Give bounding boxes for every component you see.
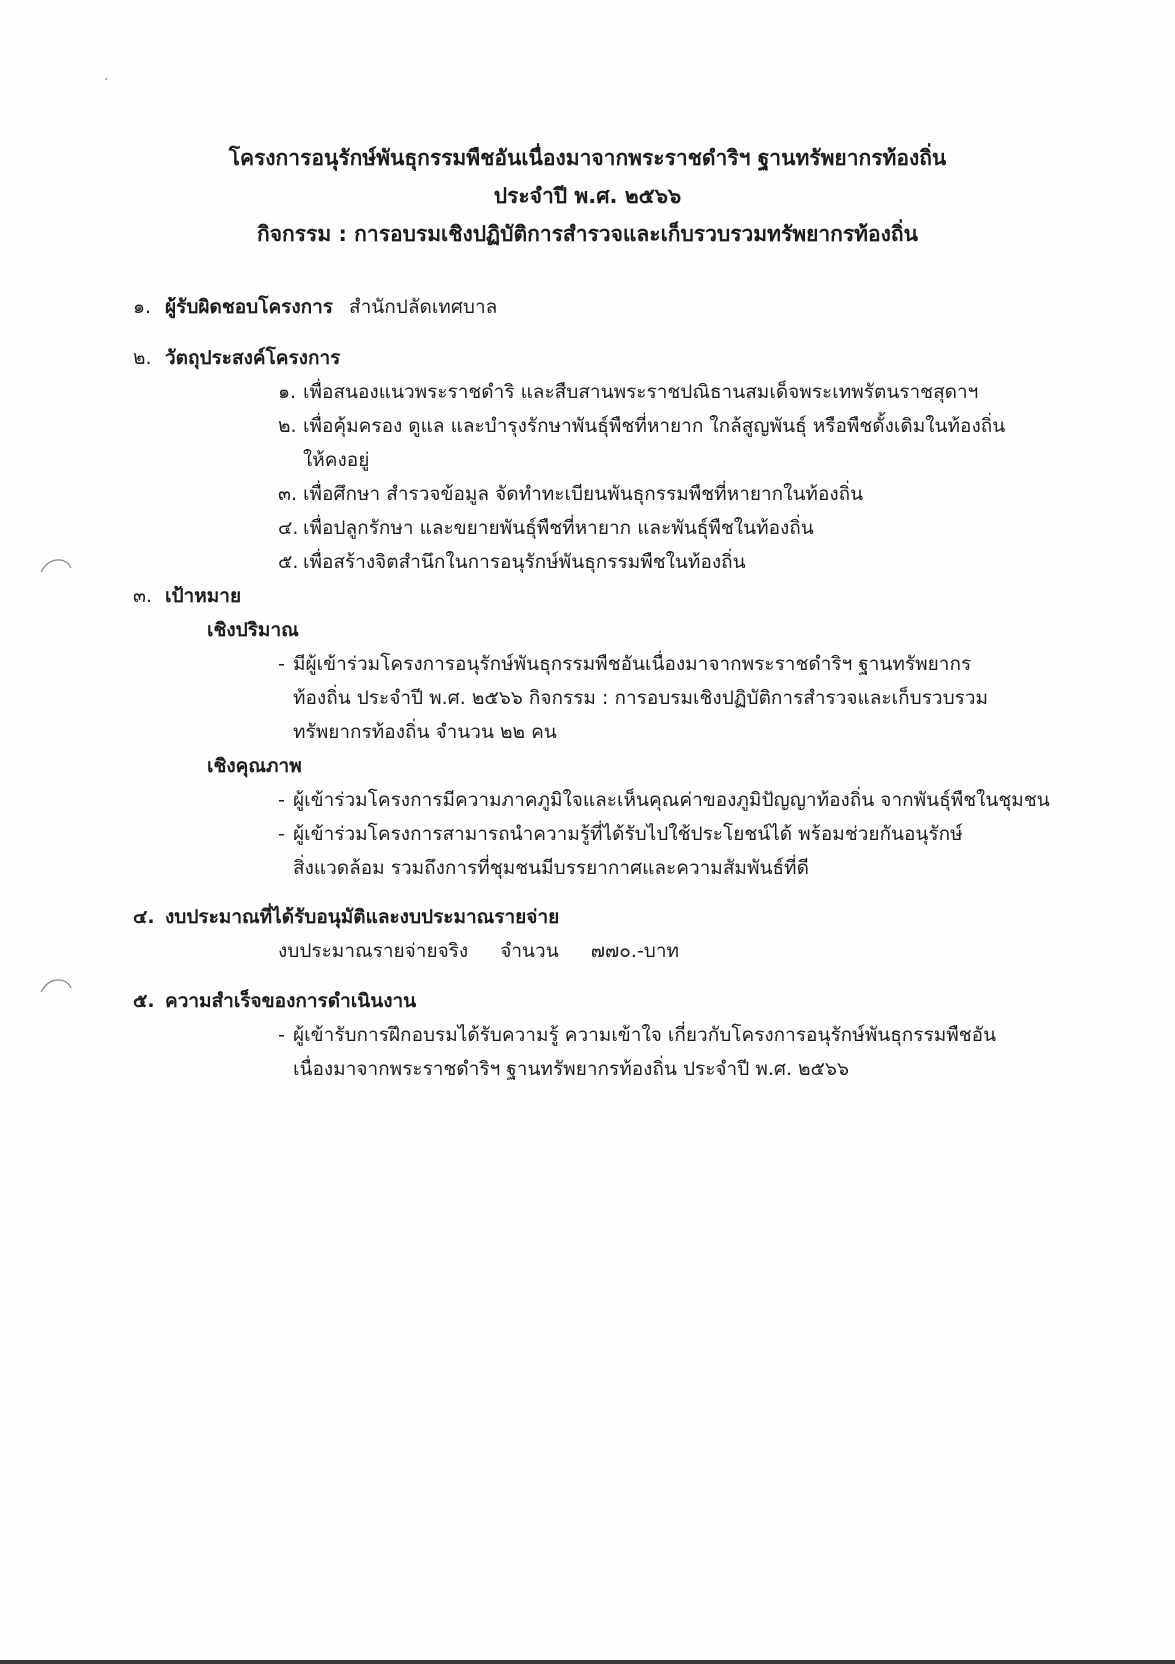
bullet-dash: -: [278, 653, 285, 675]
section-objectives: [133, 341, 1115, 579]
document-body: [133, 290, 1115, 1086]
objective-item: [278, 375, 1115, 409]
bullet-line-continuation: ทรัพยากรท้องถิ่น จำนวน ๒๒ คน: [293, 721, 557, 743]
document-title: [40, 139, 1135, 253]
bullet-line: ผู้เข้าร่วมโครงการสามารถนำความรู้ที่ได้รับไปใช้ประโยชน์ได้ พร้อมช่วยกันอนุรักษ์: [293, 823, 963, 845]
objective-number: ๕.: [278, 551, 299, 573]
section-heading-row: [133, 290, 1115, 324]
objective-number: ๓.: [278, 483, 298, 505]
qualitative-bullet: [278, 783, 1115, 817]
budget-amount: ๗๗๐.-บาท: [590, 940, 680, 962]
objective-line: เพื่อปลูกรักษา และขยายพันธุ์พืชที่หายาก และพันธุ์พืชในท้องถิ่น: [303, 517, 814, 539]
bullet-line-continuation: สิ่งแวดล้อม รวมถึงการที่ชุมชนมีบรรยากาศและความสัมพันธ์ที่ดี: [293, 857, 809, 879]
section-number: ๔.: [133, 906, 155, 928]
bullet-text: [293, 817, 1115, 885]
bullet-line: ผู้เข้าร่วมโครงการมีความภาคภูมิใจและเห็นคุณค่าของภูมิปัญญาท้องถิ่น จากพันธุ์พืชในชุมชน: [293, 789, 1050, 811]
objective-text: [303, 409, 1115, 477]
bullet-line-continuation: ท้องถิ่น ประจำปี พ.ศ. ๒๕๖๖ กิจกรรม : การอบรมเชิงปฏิบัติการสำรวจและเก็บรวบรวม: [293, 687, 989, 709]
objective-item: [278, 409, 1115, 477]
section-number: ๓.: [133, 585, 153, 607]
objective-text: [303, 477, 1115, 511]
responsible-office: สำนักปลัดเทศบาล: [349, 296, 498, 318]
bullet-dash: -: [278, 823, 285, 845]
section-heading: งบประมาณที่ได้รับอนุมัติและงบประมาณรายจ่าย: [165, 906, 560, 928]
section-heading: วัตถุประสงค์โครงการ: [165, 347, 341, 369]
objective-line: เพื่อศึกษา สำรวจข้อมูล จัดทำทะเบียนพันธุกรรมพืชที่หายากในท้องถิ่น: [303, 483, 864, 505]
objective-text: [303, 511, 1115, 545]
bullet-line-continuation: เนื่องมาจากพระราชดำริฯ ฐานทรัพยากรท้องถิ่น ประจำปี พ.ศ. ๒๕๖๖: [293, 1058, 850, 1080]
objective-line: เพื่อสร้างจิตสำนึกในการอนุรักษ์พันธุกรรมพืชในท้องถิ่น: [303, 551, 746, 573]
result-bullet: [278, 1018, 1115, 1086]
quantitative-heading: เชิงปริมาณ: [207, 619, 299, 641]
bullet-text: [293, 783, 1115, 817]
bullet-dash: -: [278, 1024, 285, 1046]
section-number: ๒.: [133, 347, 152, 369]
objective-text: [303, 375, 1115, 409]
bullet-line: มีผู้เข้าร่วมโครงการอนุรักษ์พันธุกรรมพืชอันเนื่องมาจากพระราชดำริฯ ฐานทรัพยากร: [293, 653, 972, 675]
bullet-text: [293, 1018, 1115, 1086]
section-responsible: [133, 290, 1115, 324]
section-heading-row: [133, 341, 1115, 375]
objective-line: เพื่อคุ้มครอง ดูแล และบำรุงรักษาพันธุ์พืชที่หายาก ใกล้สูญพันธุ์ หรือพืชดั้งเดิมในท้องถิ่น: [303, 415, 1006, 437]
section-number: ๕.: [133, 990, 155, 1012]
title-line-activity: กิจกรรม : การอบรมเชิงปฏิบัติการสำรวจและเก็บรวบรวมทรัพยากรท้องถิ่น: [257, 222, 918, 246]
section-heading: เป้าหมาย: [165, 585, 242, 607]
objective-item: [278, 477, 1115, 511]
section-number: ๑.: [133, 296, 152, 318]
objective-line: เพื่อสนองแนวพระราชดำริ และสืบสานพระราชปณิธานสมเด็จพระเทพรัตนราชสุดาฯ: [303, 381, 979, 403]
section-heading-row: [133, 579, 1115, 613]
quantitative-bullet: [278, 647, 1115, 749]
budget-line: [278, 934, 1115, 968]
qualitative-heading: เชิงคุณภาพ: [207, 755, 302, 777]
objective-item: [278, 511, 1115, 545]
scan-bottom-edge: [0, 1660, 1175, 1664]
budget-amount-label: จำนวน: [500, 940, 559, 962]
objective-text: [303, 545, 1115, 579]
bullet-line: ผู้เข้ารับการฝึกอบรมได้รับความรู้ ความเข้าใจ เกี่ยวกับโครงการอนุรักษ์พันธุกรรมพืชอัน: [293, 1024, 997, 1046]
objective-number: ๒.: [278, 415, 297, 437]
title-line-project: โครงการอนุรักษ์พันธุกรรมพืชอันเนื่องมาจากพระราชดำริฯ ฐานทรัพยากรท้องถิ่น: [228, 146, 947, 170]
bullet-text: [293, 647, 1115, 749]
punch-hole-arc-lower: [40, 976, 72, 998]
qualitative-bullet: [278, 817, 1115, 885]
section-budget: [133, 900, 1115, 968]
punch-hole-arc-upper: [40, 556, 72, 578]
objective-number: ๑.: [278, 381, 297, 403]
title-line-year: ประจำปี พ.ศ. ๒๕๖๖: [493, 184, 682, 208]
objective-number: ๔.: [278, 517, 299, 539]
objective-item: [278, 545, 1115, 579]
budget-label: งบประมาณรายจ่ายจริง: [278, 940, 469, 962]
section-heading-row: [133, 900, 1115, 934]
section-heading: ความสำเร็จของการดำเนินงาน: [165, 990, 417, 1012]
scan-speck: [105, 78, 107, 80]
objective-line-continuation: ให้คงอยู่: [303, 449, 370, 471]
section-heading: ผู้รับผิดชอบโครงการ: [165, 296, 334, 318]
section-heading-row: [133, 984, 1115, 1018]
section-results: [133, 984, 1115, 1086]
bullet-dash: -: [278, 789, 285, 811]
section-targets: [133, 579, 1115, 885]
